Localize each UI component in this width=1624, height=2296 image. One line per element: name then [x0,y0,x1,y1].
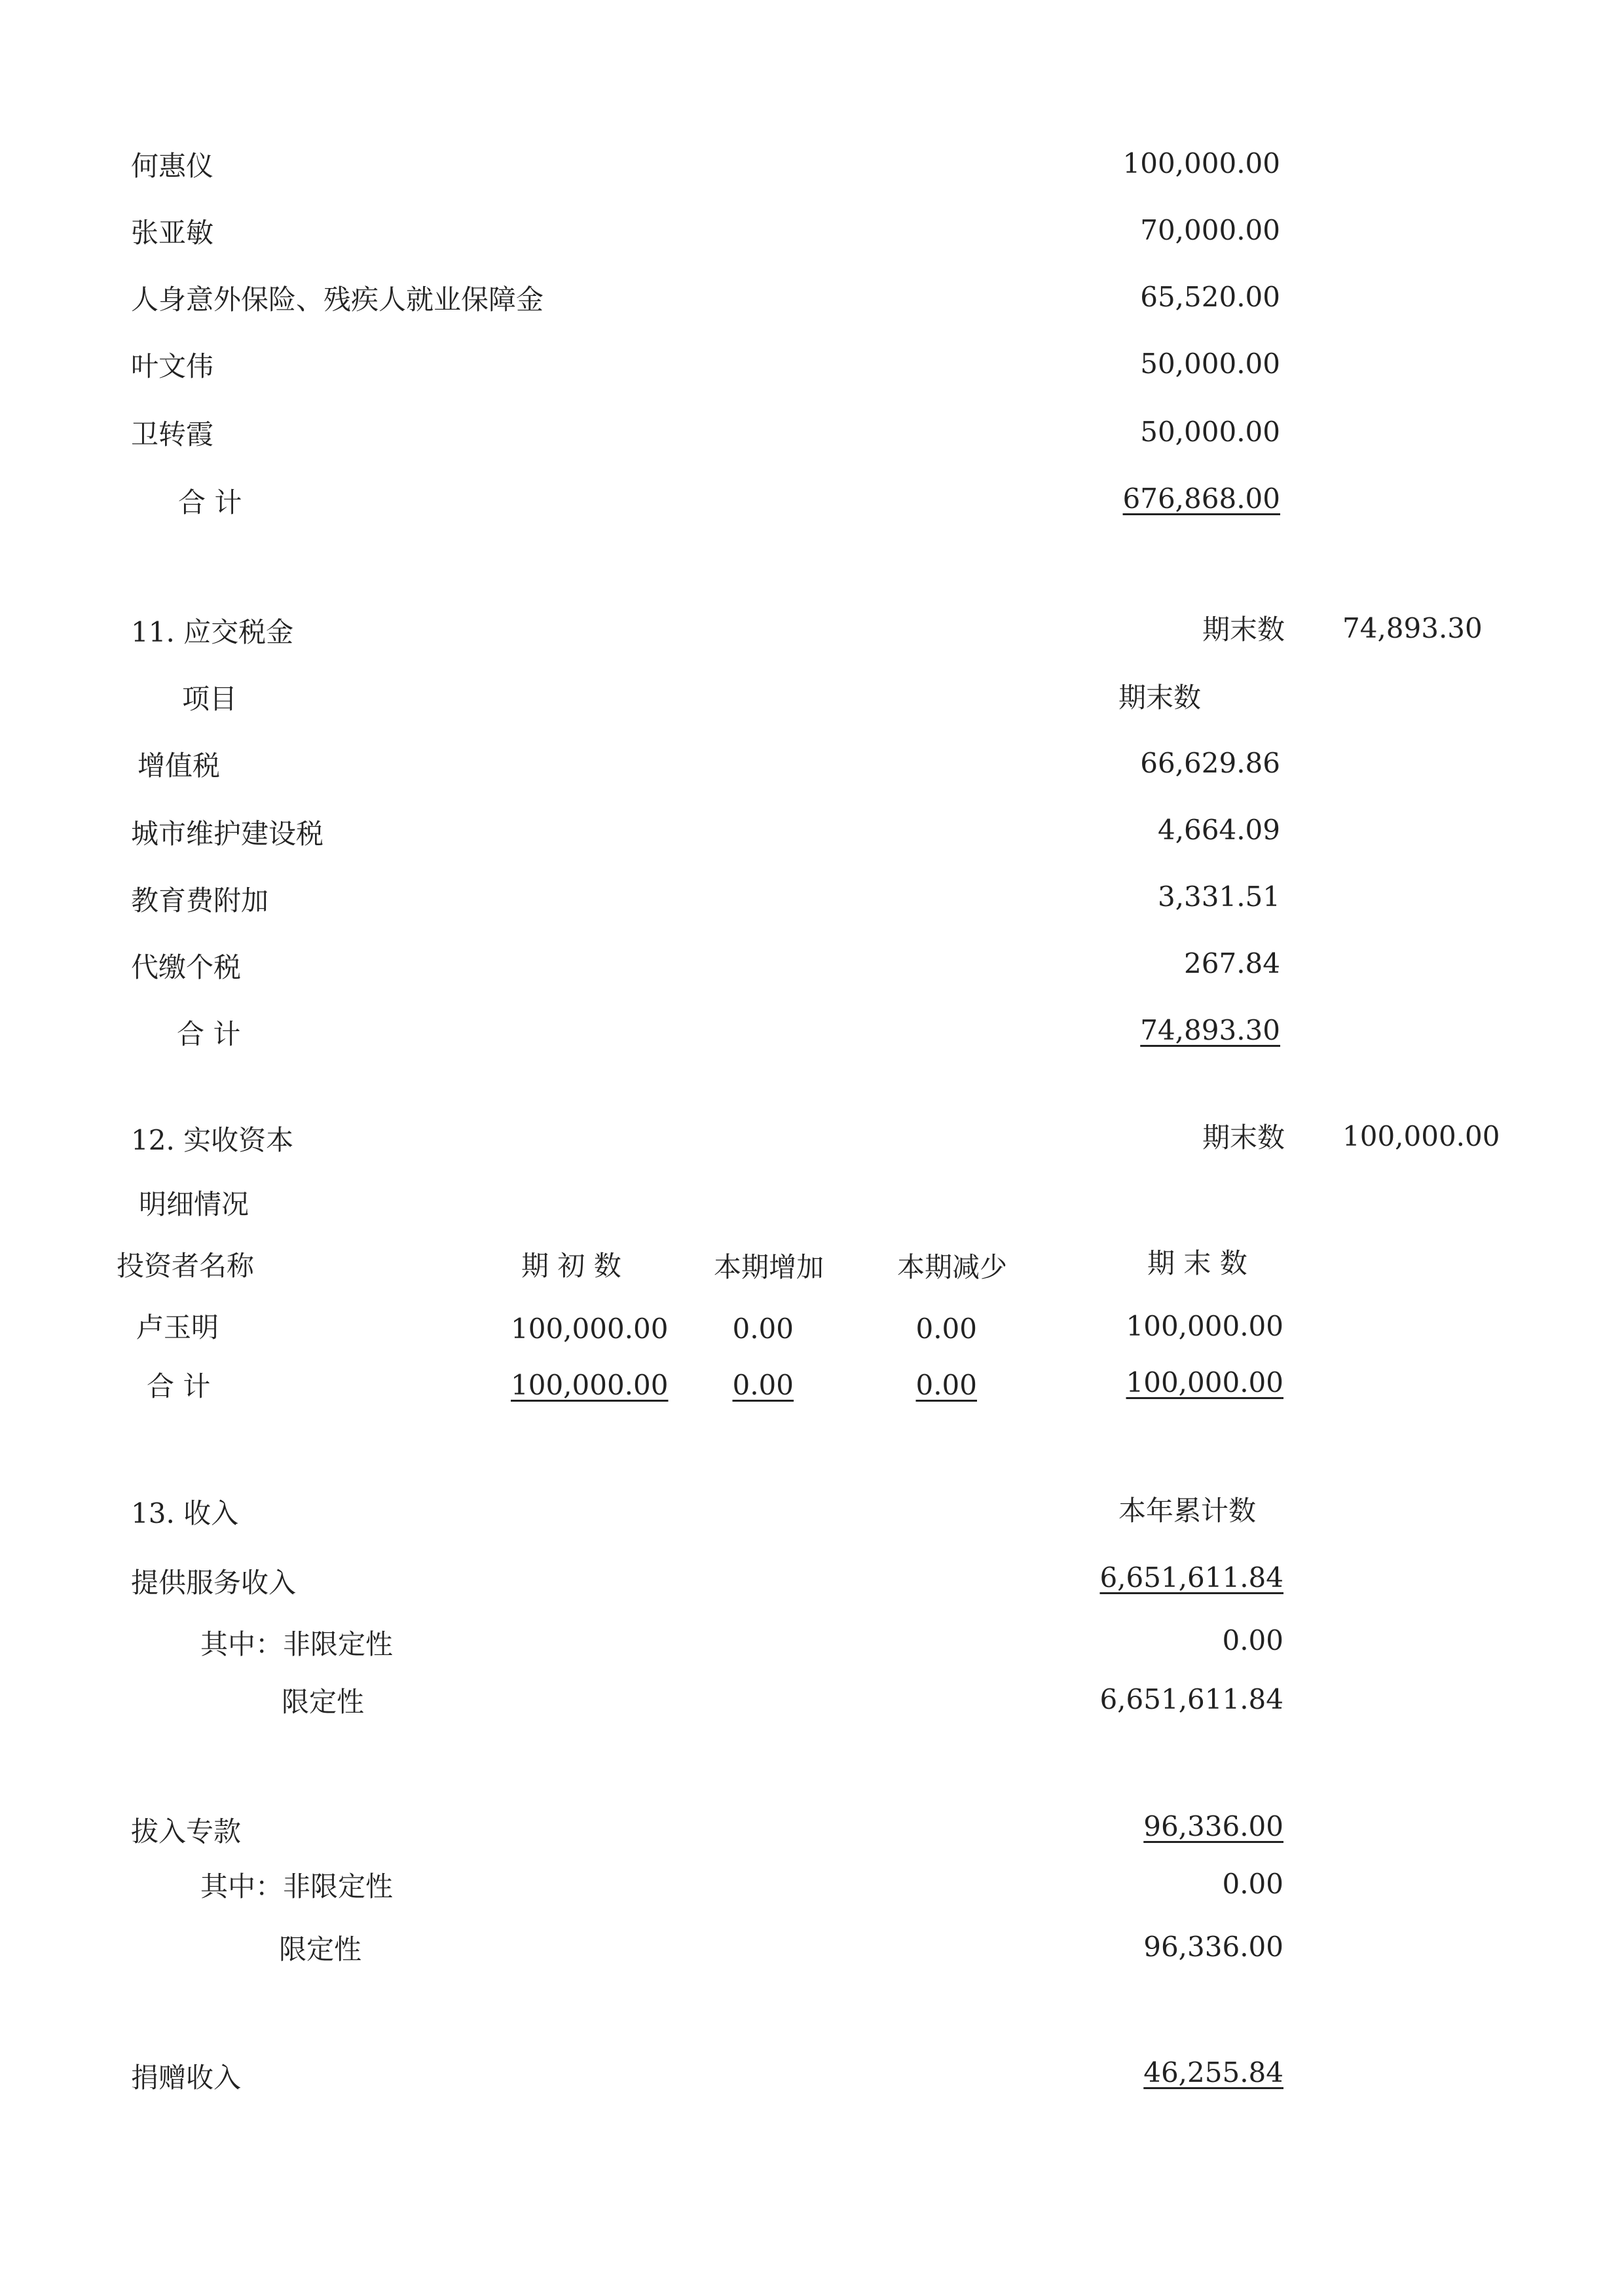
income-section-title: 13. 收入 [131,1497,239,1529]
tax-col-end: 期末数 [1118,682,1202,714]
capital-period-end-value: 100,000.00 [1342,1120,1500,1152]
tax-period-end-value: 74,893.30 [1342,612,1483,644]
tax-period-end-label: 期末数 [1202,613,1285,646]
capital-end-1: 100,000.00 [1126,1310,1283,1342]
income-allocation-unrestricted: 0.00 [1222,1868,1283,1900]
income-donation-label: 捐赠收入 [131,2062,242,2094]
capital-col-increase: 本期增加 [714,1251,824,1283]
income-service-restricted: 6,651,611.84 [1099,1683,1283,1715]
tax-total-label: 合 计 [177,1018,241,1050]
income-col-label: 本年累计数 [1118,1495,1257,1527]
income-service-unrestricted-label: 其中：非限定性 [200,1628,394,1660]
capital-period-end-label: 期末数 [1202,1121,1285,1154]
payables-total-label: 合 计 [178,486,242,519]
income-service-restricted-label: 限定性 [282,1686,365,1718]
tax-name-1: 增值税 [138,750,221,782]
payable-amount-4: 50,000.00 [1140,348,1280,380]
income-service-label: 提供服务收入 [131,1567,297,1599]
payables-total: 676,868.00 [1122,483,1280,515]
income-allocation-label: 拔入专款 [131,1815,242,1848]
capital-total-end: 100,000.00 [1126,1366,1283,1398]
capital-col-investor: 投资者名称 [117,1250,255,1282]
tax-name-3: 教育费附加 [131,884,269,917]
tax-amount-3: 3,331.51 [1157,881,1280,913]
payable-amount-5: 50,000.00 [1140,416,1280,448]
tax-amount-1: 66,629.86 [1140,747,1280,779]
capital-investor-1: 卢玉明 [136,1311,219,1343]
income-service-unrestricted: 0.00 [1222,1624,1283,1656]
payable-amount-3: 65,520.00 [1140,281,1280,313]
capital-col-decrease: 本期减少 [897,1251,1008,1283]
capital-detail-label: 明细情况 [139,1188,249,1220]
income-allocation-amount: 96,336.00 [1143,1810,1283,1842]
income-donation-amount: 46,255.84 [1143,2056,1283,2088]
payable-name-4: 叶文伟 [131,350,214,382]
tax-section-title: 11. 应交税金 [131,616,294,648]
capital-col-end: 期 末 数 [1147,1247,1247,1279]
capital-total-begin: 100,000.00 [511,1369,669,1401]
capital-total-increase: 0.00 [732,1369,794,1401]
income-allocation-restricted: 96,336.00 [1143,1931,1283,1963]
payable-name-3: 人身意外保险、残疾人就业保障金 [131,283,544,316]
capital-total-decrease: 0.00 [915,1369,977,1401]
capital-section-title: 12. 实收资本 [131,1124,294,1156]
tax-total: 74,893.30 [1140,1014,1280,1046]
tax-col-item: 项目 [182,683,238,715]
capital-total-label: 合 计 [147,1370,211,1402]
payable-name-2: 张亚敏 [131,217,214,249]
capital-decrease-1: 0.00 [915,1313,977,1345]
tax-amount-4: 267.84 [1184,947,1280,979]
income-allocation-restricted-label: 限定性 [279,1933,362,1965]
payable-amount-2: 70,000.00 [1140,214,1280,246]
income-service-amount: 6,651,611.84 [1099,1561,1283,1594]
capital-col-begin: 期 初 数 [521,1250,621,1282]
tax-amount-2: 4,664.09 [1157,814,1280,846]
payable-amount-1: 100,000.00 [1122,147,1280,179]
payable-name-1: 何惠仪 [131,150,214,182]
capital-increase-1: 0.00 [732,1313,794,1345]
tax-name-4: 代缴个税 [131,951,242,983]
income-allocation-unrestricted-label: 其中：非限定性 [200,1870,394,1903]
payable-name-5: 卫转霞 [131,418,214,450]
tax-name-2: 城市维护建设税 [131,818,324,850]
capital-begin-1: 100,000.00 [511,1313,669,1345]
